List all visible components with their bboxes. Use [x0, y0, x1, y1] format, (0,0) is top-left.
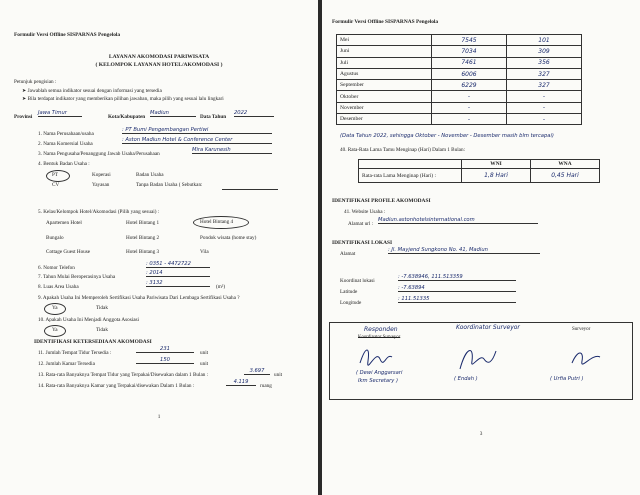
q4-option-cv: CV	[52, 182, 60, 188]
instruction-2: ➤ Bila terdapat indikator yang memberikan pilihan jawaban, maka pilih yang sesuai lalu lingkari	[22, 96, 224, 102]
page-number: 3	[479, 431, 483, 437]
q3-value: Mira Karunesih	[192, 148, 272, 154]
form-title: LAYANAN AKOMODASI PARIWISATA	[108, 54, 210, 60]
q12-unit: unit	[200, 361, 209, 367]
q7-value: : 2014	[146, 271, 210, 277]
coordinator-title: Koordinator Surveyor	[456, 324, 520, 331]
q9-yes: Ya	[52, 305, 58, 311]
q14-unit: ruang	[260, 383, 272, 389]
surveyor-name: ( Urfia Putri )	[550, 376, 584, 382]
q2-value: : Aston Madiun Hotel & Conference Center	[122, 138, 272, 144]
q10-no: Tidak	[96, 327, 108, 333]
longitude-label: Longitude	[340, 300, 362, 306]
q13-value: 3.697	[244, 369, 270, 375]
q11-value: 231	[136, 347, 194, 353]
q12-value: 150	[136, 358, 194, 364]
table-row: Mei 7545 101	[337, 35, 582, 46]
latitude-value: : -7.63894	[398, 286, 516, 292]
q13-label: 13. Rata-rata Banyaknya Tempat Tidur yang Terpakai/Disewakan dalam 1 Bulan :	[38, 372, 209, 378]
q5-option: Cottage Guest House	[46, 249, 91, 255]
provinsi-value: Jawa Timur	[38, 111, 82, 117]
wna-header: WNA	[531, 160, 600, 169]
table-row	[359, 160, 600, 169]
table-row: September 6229 327	[337, 80, 582, 91]
q11-label: 11. Jumlah Tempat Tidur Tersedia :	[38, 350, 112, 356]
q5-option: Apartemen Hotel	[46, 220, 82, 226]
left-page	[0, 0, 318, 495]
instructions-label: Petunjuk pengisian :	[14, 79, 57, 85]
table-row: Juni 7034 309	[337, 46, 582, 57]
provinsi-label: Provinsi	[14, 114, 33, 120]
tahun-value: 2022	[234, 111, 274, 117]
q4-blank-line	[222, 189, 278, 190]
q4-option-tanpa-badan-usaha: Tanpa Badan Usaha ( Sebutkan:	[136, 182, 203, 188]
surveyor-signature	[568, 345, 604, 369]
q1-label: 1. Nama Perusahaan/usaha	[38, 131, 94, 137]
table-row	[359, 169, 600, 183]
surveyor-title: Surveyor	[572, 327, 591, 332]
q10-label: 10. Apakah Usaha Ini Menjadi Anggota Asosiasi	[38, 317, 139, 323]
table-row: November - -	[337, 102, 582, 113]
q7-label: 7. Tahun Mulai Beroperasinya Usaha	[38, 274, 116, 280]
wni-header: WNI	[462, 160, 531, 169]
page-number: 1	[157, 414, 161, 420]
kota-label: Kota/Kabupaten	[108, 114, 146, 120]
q8-unit: (m²)	[216, 284, 226, 290]
instruction-1: ➤ Jawablah semua indikator sesuai dengan informasi yang tersedia	[22, 88, 162, 94]
monthly-table	[336, 34, 582, 125]
q6-label: 6. Nomor Telefon	[38, 265, 75, 271]
q11-unit: unit	[200, 350, 209, 356]
form-header: Formulir Versi Offline SISPARNAS Pengelola	[14, 32, 121, 38]
form-header: Formulir Versi Offline SISPARNAS Pengelola	[332, 19, 439, 25]
q4-option-koperasi: Koperasi	[92, 172, 111, 178]
q5-option: Hotel Bintang 3	[126, 249, 160, 255]
q1-value: : PT Bumi Pengembangan Pertiwi	[122, 128, 272, 134]
q12-label: 12. Jumlah Kamar Tersedia	[38, 361, 95, 367]
respondent-name: ( Dewi Anggarsari	[356, 370, 403, 376]
q5-option-bintang-4: Hotel Bintang 4	[200, 219, 234, 225]
form-subtitle: ( KELOMPOK LAYANAN HOTEL/AKOMODASI )	[95, 62, 223, 68]
lokasi-title: IDENTIFIKASI LOKASI	[332, 240, 393, 246]
q10-yes: Ya	[52, 327, 58, 333]
right-page	[322, 0, 640, 495]
website-label: Alamat url :	[348, 221, 374, 227]
profile-title: IDENTIFIKASI PROFILE AKOMODASI	[332, 198, 431, 204]
q4-option-badan-usaha: Badan Usaha	[136, 172, 164, 178]
koordinat-label: Koordinat lokasi	[340, 278, 375, 284]
respondent-title: Responden	[364, 326, 398, 333]
wna-value: 0,45 Hari	[531, 169, 600, 183]
table-row: Oktober - -	[337, 91, 582, 102]
table-row: Agustus 6006 327	[337, 68, 582, 79]
row-label: Rata-rata Lama Menginap (Hari) :	[359, 169, 462, 183]
q14-label: 14. Rata-rata Banyaknya Kamar yang Terpakai/disewakan Dalam 1 Bulan :	[38, 383, 195, 389]
handwritten-note: (Data Tahun 2022, sehingga Oktober - November - Desember masih blm tercapai)	[340, 133, 554, 139]
latitude-label: Latitude	[340, 289, 358, 295]
q8-value: : 3132	[146, 281, 210, 287]
longitude-value: : 111.51335	[398, 297, 516, 303]
koordinat-value: : -7.638946, 111.513359	[398, 275, 516, 281]
q3-label: 3. Nama Pengusaha/Penanggung Jawab Usaha/Perusahaan	[38, 151, 160, 157]
q6-value: : 0351 - 4472722	[146, 262, 210, 268]
respondent-signature	[356, 343, 396, 369]
q8-label: 8. Luas Area Usaha	[38, 284, 79, 290]
kota-value: Madiun	[150, 111, 196, 117]
section-title: IDENTIFIKASI KETERSEDIAAN AKOMODASI	[34, 339, 152, 345]
q4-option-pt: PT	[52, 172, 59, 178]
table-row: Juli 7461 356	[337, 57, 582, 68]
website-value: Madiun.astonhotelsinternational.com	[378, 218, 538, 224]
q5-label: 5. Kelas/Kelompok Hotel/Akomodasi (Pilih yang sesuai) :	[38, 209, 160, 215]
coordinator-name: ( Endah )	[454, 376, 478, 382]
tahun-label: Data Tahun	[200, 114, 227, 120]
alamat-label: Alamat	[340, 251, 356, 257]
q5-option: Vila	[200, 249, 209, 255]
q9-no: Tidak	[96, 305, 108, 311]
q4-label: 4. Bentuk Badan Usaha :	[38, 161, 90, 167]
q9-label: 9. Apakah Usaha Ini Memperoleh Sertifikasi Usaha Pariwisata Dari Lembaga Sertifikasi Usaha ?	[38, 295, 240, 301]
respondent-role: Ikm Secretary )	[358, 378, 398, 384]
respondent-printed-label: Koordinator Surveyor	[358, 335, 401, 340]
q5-option: Hotel Bintang 1	[126, 220, 160, 226]
q5-option: Bungalo	[46, 235, 64, 241]
q4-option-yayasan: Yayasan	[92, 182, 110, 188]
alamat-value: : Jl. Mayjend Sungkono No. 41, Madiun	[388, 248, 540, 254]
signature-box	[329, 322, 633, 400]
stay-length-table	[358, 159, 600, 183]
table-row: Desember - -	[337, 114, 582, 125]
q13-unit: unit	[274, 372, 283, 378]
q14-value: 4.119	[226, 380, 256, 386]
q5-option: Hotel Bintang 2	[126, 235, 160, 241]
q5-option: Pondok wisata (home stay)	[200, 235, 257, 241]
coordinator-signature	[454, 343, 498, 373]
q40-label: 40. Rata-Rata Lama Tamu Menginap (Hari) Dalam 1 Bulan:	[340, 147, 466, 153]
q41-label: 41. Website Usaha :	[344, 209, 386, 215]
q2-label: 2. Nama Komersial Usaha	[38, 141, 93, 147]
wni-value: 1,8 Hari	[462, 169, 531, 183]
